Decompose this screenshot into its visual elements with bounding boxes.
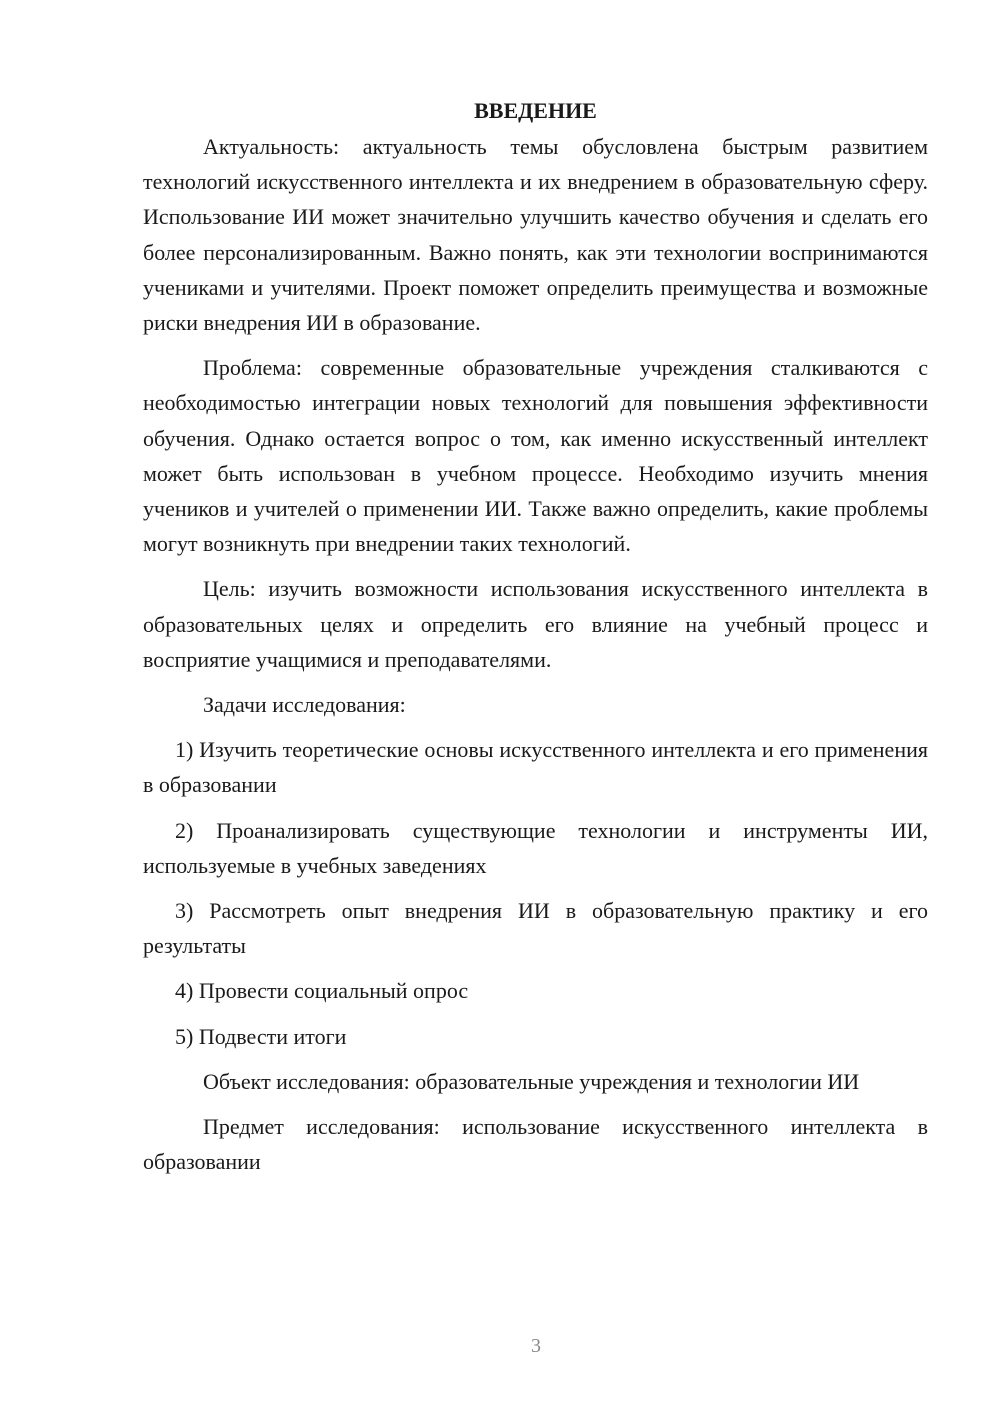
task-item: 4) Провести социальный опрос bbox=[175, 978, 469, 1004]
goal-paragraph: Цель: изучить возможности использования искусственного интеллекта в образовательных целях и определить его влияние на учебный процесс и восприятие учащимися и преподавателями. bbox=[143, 576, 928, 672]
subject-paragraph: Предмет исследования: использование искусственного интеллекта в образовании bbox=[143, 1114, 928, 1175]
page-title: ВВЕДЕНИЕ bbox=[474, 98, 597, 123]
task-item: 1) Изучить теоретические основы искусственного интеллекта и его применения в образовании bbox=[143, 737, 928, 798]
document-page bbox=[143, 96, 928, 1189]
task-item: 3) Рассмотреть опыт внедрения ИИ в образовательную практику и его результаты bbox=[143, 898, 928, 959]
object-paragraph: Объект исследования: образовательные учреждения и технологии ИИ bbox=[203, 1068, 860, 1094]
problem-paragraph: Проблема: современные образовательные учреждения сталкиваются с необходимостью интеграции новых технологий для повышения эффективности обучения. Однако остается вопрос о том, как именно искусственный интеллект может быть использован в учебном процессе. Необходимо изучить мнения учеников и учителей о применении ИИ. Также важно определить, какие проблемы могут возникнуть при внедрении таких технологий. bbox=[143, 355, 928, 557]
relevance-paragraph: Актуальность: актуальность темы обусловлена быстрым развитием технологий искусственного интеллекта и их внедрением в образовательную сферу. Использование ИИ может значительно улучшить качество обучения и сделать его более персонализированным. Важно понять, как эти технологии воспринимаются учениками и учителями. Проект поможет определить преимущества и возможные риски внедрения ИИ в образование. bbox=[143, 134, 928, 336]
task-item: 2) Проанализировать существующие технологии и инструменты ИИ, используемые в учебных заведениях bbox=[143, 817, 928, 878]
task-item: 5) Подвести итоги bbox=[175, 1023, 347, 1049]
tasks-intro: Задачи исследования: bbox=[203, 692, 406, 718]
page-number: 3 bbox=[531, 1335, 541, 1357]
